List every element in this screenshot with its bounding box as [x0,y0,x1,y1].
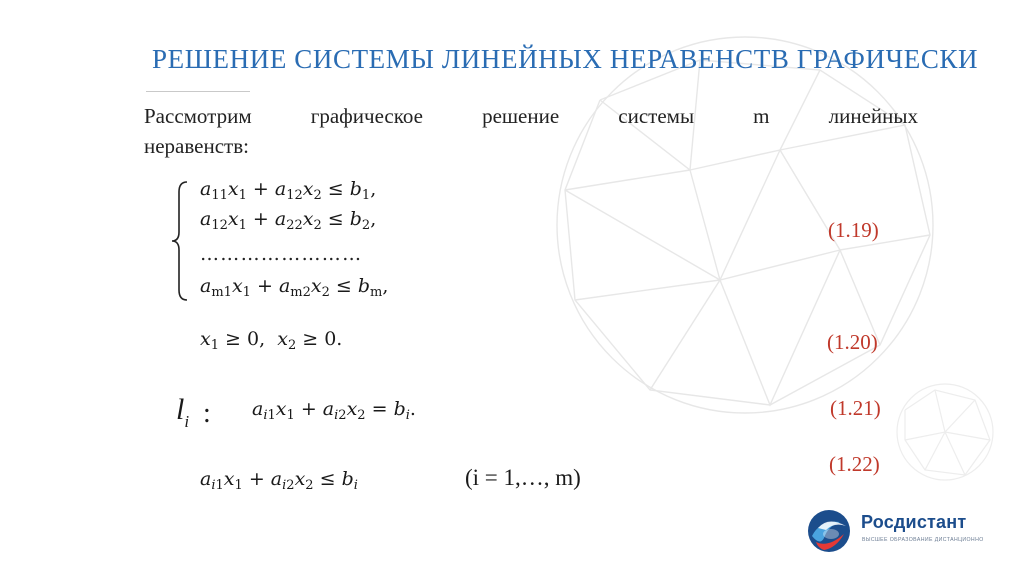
slide-title: РЕШЕНИЕ СИСТЕМЫ ЛИНЕЙНЫХ НЕРАВЕНСТВ ГРАФИЧЕСКИ [152,44,979,74]
system-row-2: $a_{12}x_1 + a_{22}x_2 \le b_2$, [200,208,377,233]
nonnegativity-constraint: $x_1 \ge 0$, $x_2 \ge 0$. [200,328,343,353]
system-brace [170,180,190,302]
line-label-sub: i [184,412,190,431]
system-row-1: $a_{11}x_1 + a_{12}x_2 \le b_1$, [200,178,377,203]
rosdistant-logo [806,508,996,554]
intro-paragraph [144,101,918,161]
line-label-colon: : [203,398,211,429]
coef-sub: 12 [211,218,228,233]
index-range: (i = 1,…, m) [465,465,581,490]
system-row-m: $a_{m1}x_1 + a_{m2}x_2 \le b_m$, [200,275,389,300]
globe-swirl-icon [806,508,852,554]
equation-number-1-22: (1.22) [829,452,880,476]
logo-tagline: ВЫСШЕЕ ОБРАЗОВАНИЕ ДИСТАНЦИОННО [862,537,984,543]
system-ellipsis-row: …………………… [200,243,363,265]
coef-sub: 12 [286,188,303,203]
coef-sub: 11 [211,188,228,203]
rhs-sub: m [370,285,383,300]
equation-number-1-19: (1.19) [828,218,879,242]
logo-name: Росдистант [861,512,967,532]
title-underline [146,91,250,92]
boundary-line-equation: $a_{i1}x_1 + a_{i2}x_2 = b_i$. [252,398,416,423]
coef-sub: m2 [290,285,311,300]
line-label: $l_i$ [176,393,190,431]
coef-sub: m1 [211,285,232,300]
equation-number-1-21: (1.21) [830,396,881,420]
intro-line-2: неравенств: [144,134,249,158]
coef-sub: 22 [286,218,303,233]
half-plane-inequality: $a_{i1}x_1 + a_{i2}x_2 \le b_i$ [200,468,358,493]
rhs-sub: 1 [361,188,371,203]
rhs-sub: 2 [361,218,371,233]
equation-number-1-20: (1.20) [827,330,878,354]
intro-line-1: Рассмотрим графическое решение системы m линейных [144,104,918,128]
